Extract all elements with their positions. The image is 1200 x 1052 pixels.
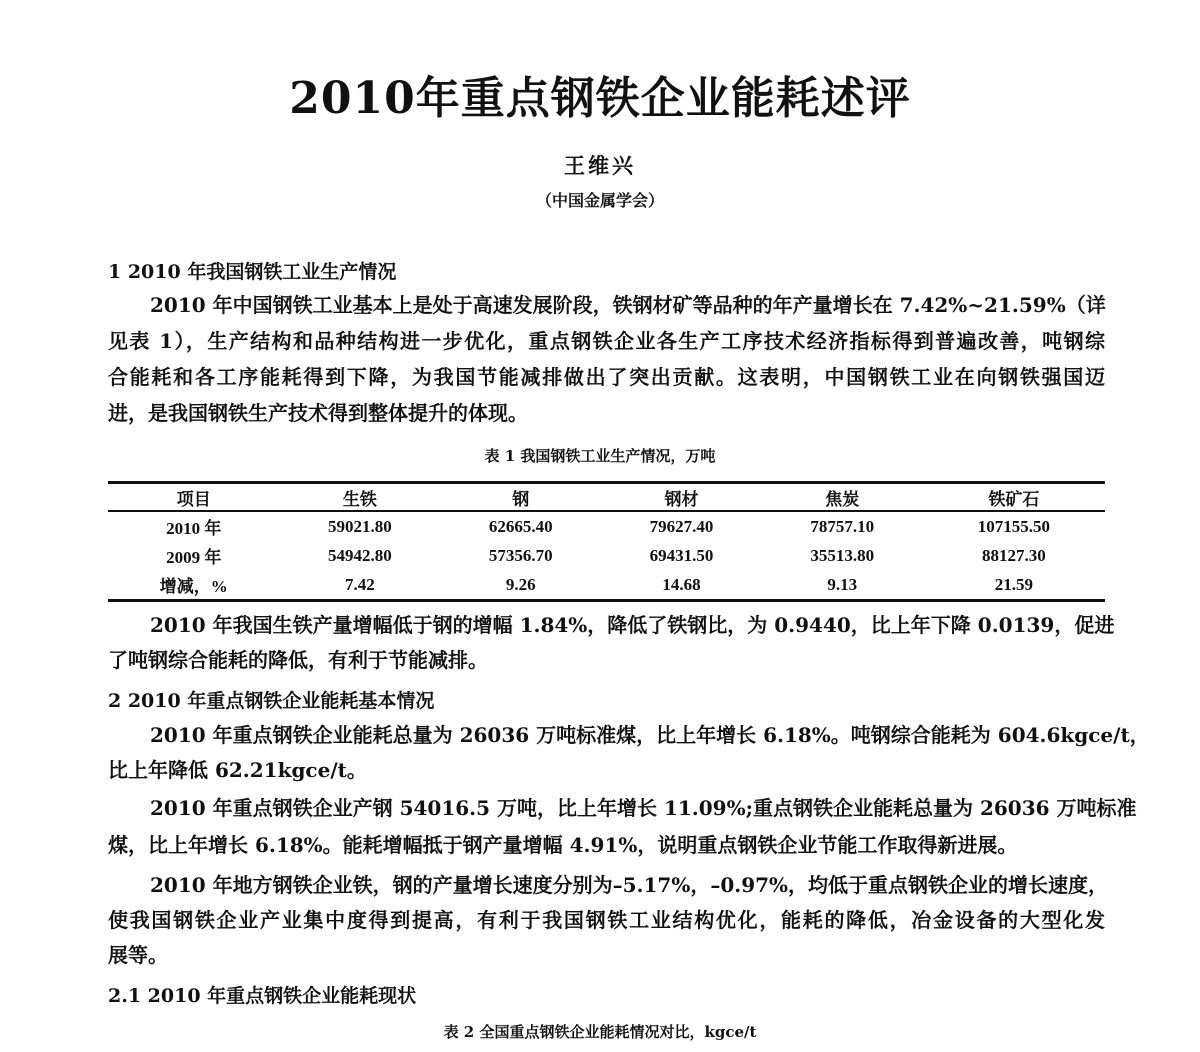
table-row — [108, 511, 1105, 541]
table-cell: 9.26 — [505, 574, 536, 594]
table-cell: 9.13 — [827, 574, 858, 594]
table-cell: 2009 年 — [166, 548, 222, 567]
table-header-row — [108, 483, 1105, 512]
table-cell: 107155.50 — [977, 516, 1050, 536]
table-row — [108, 570, 1105, 601]
paragraph-line: 了吨钢综合能耗的降低，有利于节能减排。 — [108, 648, 488, 672]
author: 王维兴 — [564, 153, 636, 178]
paragraph-line: 见表 1），生产结构和品种结构进一步优化，重点钢铁企业各生产工序技术经济指标得到普遍改善，吨钢综 — [108, 329, 1105, 353]
header-cell: 生铁 — [342, 489, 377, 509]
paragraph-line: 2010 年地方钢铁企业铁，钢的产量增长速度分别为–5.17%，–0.97%，均低于重点钢铁企业的增长速度， — [150, 873, 1109, 897]
header-cell: 钢材 — [664, 489, 699, 509]
section-2-heading: 2 2010 年重点钢铁企业能耗基本情况 — [108, 690, 435, 712]
header-cell: 铁矿石 — [988, 489, 1040, 509]
table-cell: 增减，% — [159, 577, 228, 596]
paragraph-line: 使我国钢铁企业产业集中度得到提高，有利于我国钢铁工业结构优化，能耗的降低，冶金设备的大型化发 — [108, 908, 1105, 932]
paragraph-line: 煤，比上年增长 6.18%。能耗增幅抵于钢产量增幅 4.91%，说明重点钢铁企业节能工作取得新进展。 — [108, 833, 1018, 857]
table-cell: 62665.40 — [488, 516, 553, 536]
table-row — [108, 541, 1105, 570]
paragraph-line: 合能耗和各工序能耗得到下降，为我国节能减排做出了突出贡献。这表明，中国钢铁工业在向钢铁强国迈 — [108, 365, 1105, 389]
header-cell: 钢 — [512, 489, 530, 509]
table-cell: 59021.80 — [328, 516, 392, 536]
table-cell: 88127.30 — [981, 545, 1046, 565]
table-cell: 79627.40 — [649, 516, 714, 536]
paragraph-line: 2010 年中国钢铁工业基本上是处于高速发展阶段，铁钢材矿等品种的年产量增长在 7.42%~21.59%（详 — [150, 293, 1106, 317]
page-title: 2010年重点钢铁企业能耗述评 — [289, 73, 911, 124]
paragraph-line: 2010 年重点钢铁企业能耗总量为 26036 万吨标准煤，比上年增长 6.18%。吨钢综合能耗为 604.6kgce/t， — [150, 723, 1150, 747]
header-cell: 焦炭 — [825, 489, 860, 509]
section-1-heading: 1 2010 年我国钢铁工业生产情况 — [108, 261, 397, 283]
table-cell: 35513.80 — [810, 545, 875, 565]
table-1-caption: 表 1 我国钢铁工业生产情况，万吨 — [484, 447, 716, 465]
table-cell: 7.42 — [345, 574, 375, 594]
table-cell: 69431.50 — [649, 545, 714, 565]
paragraph-line: 2010 年我国生铁产量增幅低于钢的增幅 1.84%，降低了铁钢比，为 0.9440，比上年下降 0.0139，促进 — [150, 613, 1115, 637]
table-cell: 21.59 — [994, 574, 1033, 594]
subsection-2-1-heading: 2.1 2010 年重点钢铁企业能耗现状 — [108, 985, 417, 1007]
table-cell: 14.68 — [662, 574, 701, 594]
table-1 — [108, 481, 1105, 602]
table-cell: 78757.10 — [810, 516, 875, 536]
header-cell: 项目 — [176, 489, 211, 509]
table-cell: 57356.70 — [488, 545, 553, 565]
paragraph-line: 进，是我国钢铁生产技术得到整体提升的体现。 — [108, 401, 528, 425]
affiliation: （中国金属学会） — [535, 191, 664, 210]
paragraph-line: 展等。 — [108, 943, 168, 967]
table-cell: 2010 年 — [166, 519, 222, 538]
paragraph-line: 比上年降低 62.21kgce/t。 — [108, 758, 367, 782]
table-cell: 54942.80 — [328, 545, 392, 565]
table-2-caption: 表 2 全国重点钢铁企业能耗情况对比，kgce/t — [443, 1023, 757, 1041]
paragraph-line: 2010 年重点钢铁企业产钢 54016.5 万吨，比上年增长 11.09%;重点钢铁企业能耗总量为 26036 万吨标准 — [150, 796, 1137, 820]
